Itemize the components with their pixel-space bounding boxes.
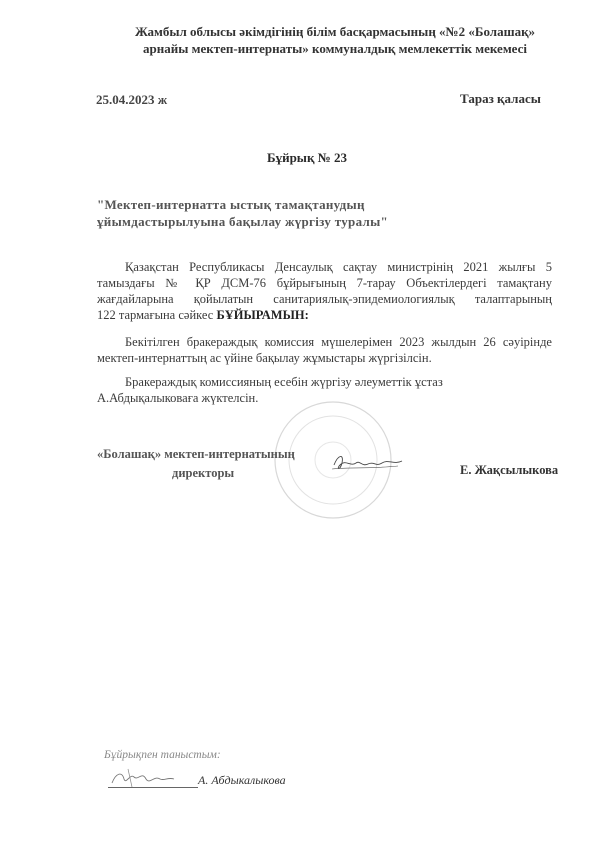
paragraph-1-line-4	[97, 307, 552, 323]
paragraph-3-line-2: А.Абдықалыковаға жүктелсін.	[97, 391, 259, 405]
paragraph-2-line-2: мектеп-интернаттың ас үйіне бақылау жұмыстары жүргізілсін.	[97, 351, 432, 365]
paragraph-3-line-1: Бракераждық комиссияның есебін жүргізу әлеуметтік ұстаз	[125, 375, 443, 389]
paragraph-1	[97, 259, 552, 323]
subject-line-1: "Мектеп-интернатта ыстық тамақтанудың	[97, 197, 365, 212]
subject-line-2: ұйымдастырылуына бақылау жүргізу туралы"	[97, 214, 389, 229]
order-command-word: БҰЙЫРАМЫН:	[216, 308, 309, 322]
org-header-line-1: Жамбыл облысы әкімдігінің білім басқармасының «№2 «Болашақ»	[134, 24, 536, 39]
paragraph-1-line-1: Қазақстан Республикасы Денсаулық сақтау министрінің 2021 жылғы 5	[125, 260, 552, 274]
paragraph-1-line-4-text: 122 тармағына сәйкес	[97, 308, 217, 322]
paragraph-2-line-1: Бекітілген бракераждық комиссия мүшелерімен 2023 жылдын 26 сәуірінде	[125, 335, 552, 349]
acknowledgement-label: Бұйрықпен таныстым:	[104, 749, 221, 761]
paragraph-1-line-2: тамыздағы № ҚР ДСМ-76 бұйрығының 7-тарау Объектілердегі тамақтану	[97, 276, 552, 290]
org-header-line-2: арнайы мектеп-интернаты» коммуналдық мемлекеттік мекемесі	[143, 41, 527, 56]
order-date: 25.04.2023 ж	[96, 92, 168, 107]
order-title: Бұйрық № 23	[266, 150, 348, 165]
order-city: Тараз қаласы	[460, 91, 541, 106]
signatory-name: Е. Жақсылыкова	[460, 463, 559, 477]
paragraph-1-line-3: жағдайларына қойылатын санитариялық-эпидемиологиялық талаптарының	[97, 292, 552, 306]
paragraph-2	[97, 334, 552, 366]
signatory-organization: «Болашақ» мектеп-интернатының	[97, 447, 295, 461]
acknowledgement-name: А. Абдыкалыкова	[198, 773, 286, 787]
signatory-role: директоры	[172, 466, 235, 480]
acknowledgement-signature-line	[108, 787, 198, 788]
director-signature-icon	[328, 447, 408, 477]
